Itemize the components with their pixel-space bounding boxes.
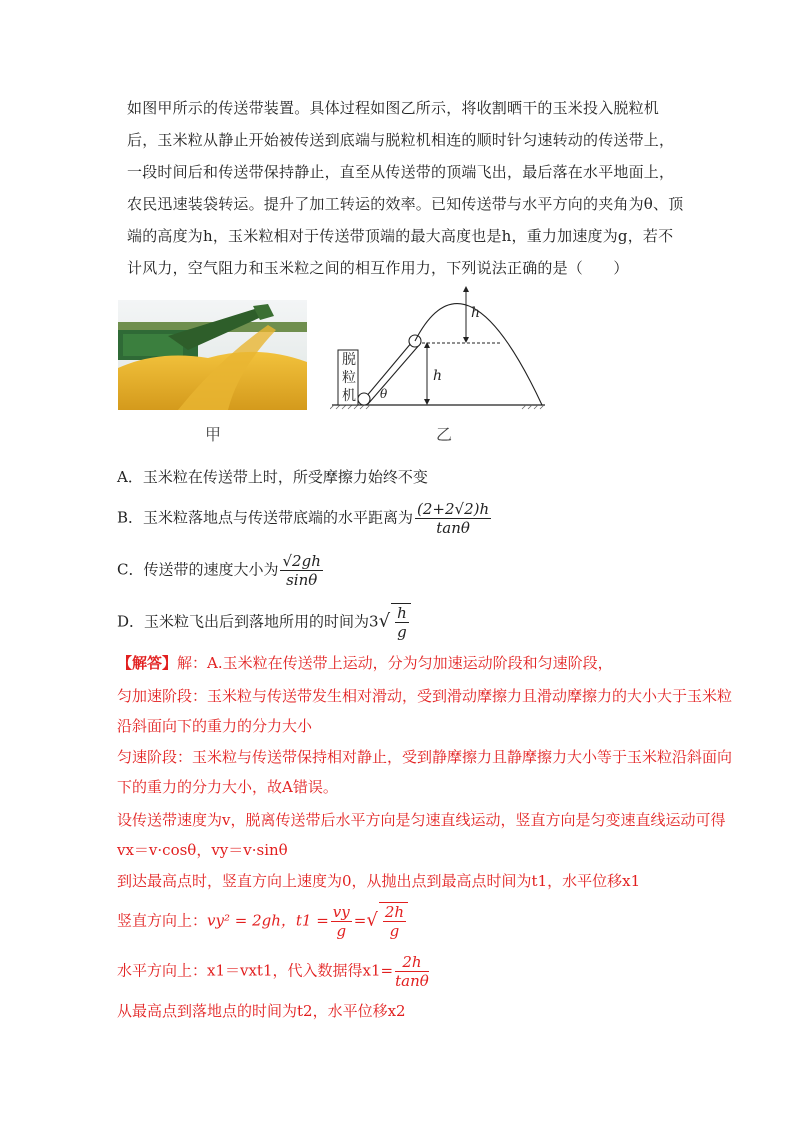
solution-line-11: 从最高点到落地点的时间为t2，水平位移x2 xyxy=(117,1002,406,1020)
fraction-numerator: (2+2√2)h xyxy=(417,500,490,518)
problem-text: 如图甲所示的传送带装置。具体过程如图乙所示，将收割晒干的玉米投入脱粒机后，玉米粒从静止开始被传送到底端与脱粒机相连的顺时针匀速转动的传送带上，一段时间后和传送带保持静止，直至从传送带的顶端飞出，最后落在水平地面上，农民迅速装袋转运。提升了加工转运的效率。已知传送带与水平方向的夹角为θ、顶端的高度为h，玉米粒相对于传送带顶端的最大高度也是h，重力加速度为g，若不计风力，空气阻力和玉米粒之间的相互作用力，下列说法正确的是（ ） xyxy=(127,99,684,277)
equals-sign: = xyxy=(353,911,367,930)
solution-line-9 xyxy=(117,902,408,940)
machine-label-char: 粒 xyxy=(342,370,356,386)
option-b-text: B．玉米粒落地点与传送带底端的水平距离为 xyxy=(117,508,414,527)
solution-tag: 【解答】 xyxy=(117,654,178,672)
figure-caption-left: 甲 xyxy=(205,425,222,444)
fraction-denominator: g xyxy=(336,922,347,940)
solution-line-10 xyxy=(117,953,431,990)
fraction-numerator: 2h xyxy=(395,953,429,972)
machine-label xyxy=(339,351,359,405)
fraction-denominator: g xyxy=(397,623,407,641)
theta-label: θ xyxy=(380,387,388,401)
solution-text: 竖直方向上： xyxy=(117,911,208,930)
option-d-fraction xyxy=(395,604,409,641)
fraction-denominator: tanθ xyxy=(436,519,470,537)
solution-line-5: 下的重力的分力大小，故A错误。 xyxy=(117,778,338,796)
machine-label-char: 机 xyxy=(342,388,356,404)
solution-line-6: 设传送带速度为v，脱离传送带后水平方向是匀速直线运动，竖直方向是匀变速直线运动可得 xyxy=(117,811,726,829)
fraction-denominator: sinθ xyxy=(286,571,318,589)
option-b xyxy=(117,500,493,537)
equation: vy² = 2gh，t1 = xyxy=(207,911,329,930)
corn-harvest-photo xyxy=(118,300,307,410)
solution-text: 解：A.玉米粒在传送带上运动，分为匀加速运动阶段和匀速阶段， xyxy=(177,654,613,672)
radical-sign: √ xyxy=(378,610,391,632)
root-fraction xyxy=(383,903,406,940)
option-d xyxy=(117,603,411,641)
solution-line-1 xyxy=(117,652,613,673)
solution-text: 水平方向上：x1＝vxt1，代入数据得x1= xyxy=(117,961,394,980)
figure-caption-right: 乙 xyxy=(436,425,453,444)
velocity-fraction xyxy=(331,903,352,940)
option-a: A．玉米粒在传送带上时，所受摩擦力始终不变 xyxy=(117,468,428,486)
solution-line-2: 匀加速阶段：玉米粒与传送带发生相对滑动，受到滑动摩擦力且滑动摩擦力的大小大于玉米粒 xyxy=(117,687,733,705)
solution-line-4: 匀速阶段：玉米粒与传送带保持相对静止，受到静摩擦力且静摩擦力大小等于玉米粒沿斜面向 xyxy=(117,748,733,766)
h-label-upper: h xyxy=(471,305,481,321)
fraction-numerator: √2gh xyxy=(282,552,321,570)
solution-line-7: vx＝v·cosθ，vy＝v·sinθ xyxy=(117,841,288,859)
solution-line-3: 沿斜面向下的重力的分力大小 xyxy=(117,717,313,735)
option-c-text: C．传送带的速度大小为 xyxy=(117,560,279,579)
displacement-fraction xyxy=(395,953,429,990)
option-c xyxy=(117,552,325,589)
option-d-text: D．玉米粒飞出后到落地所用的时间为3 xyxy=(117,612,379,631)
fraction-denominator: g xyxy=(389,922,400,940)
radical-sign: √ xyxy=(366,909,378,931)
option-c-fraction xyxy=(280,552,322,589)
h-label-lower: h xyxy=(433,368,443,384)
option-b-fraction xyxy=(415,500,491,537)
fraction-numerator: vy xyxy=(332,903,350,921)
conveyor-diagram xyxy=(330,280,560,410)
machine-label-char: 脱 xyxy=(342,352,356,368)
fraction-denominator: tanθ xyxy=(395,972,429,990)
fraction-numerator: 2h xyxy=(384,903,405,921)
fraction-numerator: h xyxy=(397,604,407,622)
solution-line-8: 到达最高点时，竖直方向上速度为0，从抛出点到最高点时间为t1，水平位移x1 xyxy=(117,872,641,890)
